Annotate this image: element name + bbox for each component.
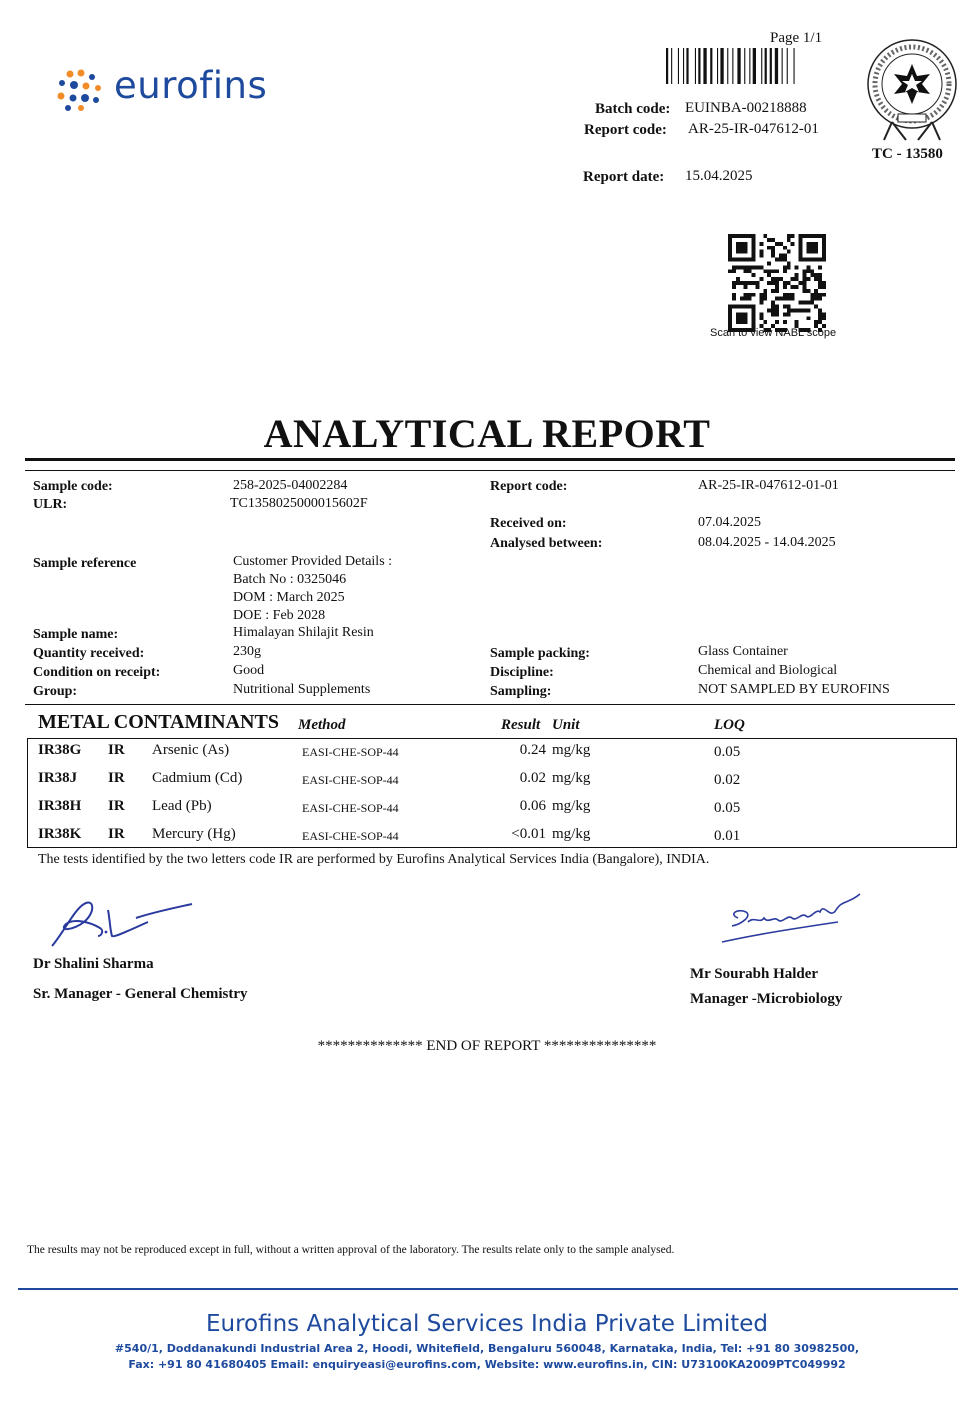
loq-value: 0.05 xyxy=(714,744,741,760)
packing: Glass Container xyxy=(698,644,788,659)
lab-code: IR xyxy=(108,770,125,786)
analyte-name: Cadmium (Cd) xyxy=(152,770,243,786)
batch-code: EUINBA-00218888 xyxy=(685,100,807,116)
group-label: Group: xyxy=(33,684,78,699)
result-unit: mg/kg xyxy=(552,798,591,814)
test-code: IR38J xyxy=(38,770,78,786)
test-code: IR38K xyxy=(38,826,82,842)
result-value: 0.24 xyxy=(519,742,546,758)
discipline-label: Discipline: xyxy=(490,665,554,680)
quantity-label: Quantity received: xyxy=(33,646,145,661)
discipline: Chemical and Biological xyxy=(698,663,838,678)
sample-name: Himalayan Shilajit Resin xyxy=(233,625,374,640)
result-unit: mg/kg xyxy=(552,826,591,842)
sampling: NOT SAMPLED BY EUROFINS xyxy=(698,682,890,697)
packing-label: Sample packing: xyxy=(490,646,590,661)
loq-column-header: LOQ xyxy=(714,717,745,733)
analyte-name: Lead (Pb) xyxy=(152,798,212,814)
eurofins-logo-icon xyxy=(56,68,104,112)
sample-reference-line: DOE : Feb 2028 xyxy=(233,608,326,623)
loq-value: 0.05 xyxy=(714,800,741,816)
signatory-right-name: Mr Sourabh Halder xyxy=(690,966,819,982)
analysed-dates: 08.04.2025 - 14.04.2025 xyxy=(698,535,836,550)
disclaimer: The results may not be reproduced except in full, without a written approval of the laboratory. The results relate only to the sample analysed. xyxy=(27,1244,675,1256)
test-method: EASI-CHE-SOP-44 xyxy=(302,773,399,787)
report-code2-label: Report code: xyxy=(490,479,568,494)
barcode-icon xyxy=(666,48,828,84)
company-contact: Fax: +91 80 41680405 Email: enquiryeasi@eurofins.com, Website: www.eurofins.in, CIN: U73100KA2009PTC049992 xyxy=(128,1358,846,1371)
nabl-seal-icon xyxy=(866,38,958,142)
received-label: Received on: xyxy=(490,516,567,531)
signatory-right-title: Manager -Microbiology xyxy=(690,991,843,1007)
report-date: 15.04.2025 xyxy=(685,168,753,184)
ulr: TC1358025000015602F xyxy=(230,496,368,511)
qr-caption: Scan to view NABL scope xyxy=(710,327,837,339)
lab-code: IR xyxy=(108,742,125,758)
page-number: Page 1/1 xyxy=(770,30,823,46)
sample-reference-line: Customer Provided Details : xyxy=(233,554,393,569)
test-code: IR38G xyxy=(38,742,82,758)
condition: Good xyxy=(233,663,265,678)
accreditation-number: TC - 13580 xyxy=(872,146,943,162)
end-of-report: ************** END OF REPORT *************** xyxy=(317,1038,657,1054)
test-code: IR38H xyxy=(38,798,82,814)
sample-reference-line: DOM : March 2025 xyxy=(233,590,345,605)
received-date: 07.04.2025 xyxy=(698,515,761,530)
group: Nutritional Supplements xyxy=(233,682,371,697)
analysed-label: Analysed between: xyxy=(490,536,603,551)
metals-heading: METAL CONTAMINANTS xyxy=(38,711,279,733)
sample-code: 258-2025-04002284 xyxy=(233,478,348,493)
report-code: AR-25-IR-047612-01 xyxy=(688,121,819,137)
result-value: 0.06 xyxy=(519,798,546,814)
sample-code-label: Sample code: xyxy=(33,479,113,494)
test-method: EASI-CHE-SOP-44 xyxy=(302,745,399,759)
ulr-label: ULR: xyxy=(33,497,68,512)
signatory-left-name: Dr Shalini Sharma xyxy=(33,956,154,972)
title-rule xyxy=(25,458,955,461)
quantity: 230g xyxy=(233,644,261,659)
company-name: Eurofins Analytical Services India Private Limited xyxy=(205,1311,769,1337)
sampling-label: Sampling: xyxy=(490,684,552,699)
page-title: ANALYTICAL REPORT xyxy=(263,411,711,456)
unit-column-header: Unit xyxy=(552,717,580,733)
signature-right-icon xyxy=(718,890,866,950)
condition-label: Condition on receipt: xyxy=(33,665,161,680)
logo-text: eurofins xyxy=(114,64,268,107)
sample-reference-line: Batch No : 0325046 xyxy=(233,572,347,587)
company-address: #540/1, Doddanakundi Industrial Area 2, Hoodi, Whitefield, Bengaluru 560048, Karnataka, India, Tel: +91 80 30982500, xyxy=(114,1342,860,1355)
lab-code: IR xyxy=(108,798,125,814)
loq-value: 0.01 xyxy=(714,828,741,844)
lab-code: IR xyxy=(108,826,125,842)
method-column-header: Method xyxy=(298,717,346,733)
lab-note: The tests identified by the two letters code IR are performed by Eurofins Analytical Services India (Bangalore), INDIA. xyxy=(38,852,710,867)
sample-reference-label: Sample reference xyxy=(33,556,137,571)
footer-rule xyxy=(18,1288,958,1290)
result-value: <0.01 xyxy=(511,826,546,842)
qr-code-icon[interactable] xyxy=(728,234,826,332)
loq-value: 0.02 xyxy=(714,772,741,788)
result-column-header: Result xyxy=(501,717,541,733)
signature-left-icon xyxy=(44,892,196,952)
details-top-rule xyxy=(25,470,955,471)
result-value: 0.02 xyxy=(519,770,546,786)
result-unit: mg/kg xyxy=(552,742,591,758)
analyte-name: Arsenic (As) xyxy=(152,742,230,758)
details-bottom-rule xyxy=(25,704,955,705)
report-date-label: Report date: xyxy=(583,169,665,185)
report-code-label: Report code: xyxy=(584,122,667,138)
signatory-left-title: Sr. Manager - General Chemistry xyxy=(33,986,248,1002)
report-code2: AR-25-IR-047612-01-01 xyxy=(698,478,839,493)
sample-name-label: Sample name: xyxy=(33,627,119,642)
test-method: EASI-CHE-SOP-44 xyxy=(302,801,399,815)
analyte-name: Mercury (Hg) xyxy=(152,826,236,842)
batch-code-label: Batch code: xyxy=(595,101,671,117)
result-unit: mg/kg xyxy=(552,770,591,786)
test-method: EASI-CHE-SOP-44 xyxy=(302,829,399,843)
